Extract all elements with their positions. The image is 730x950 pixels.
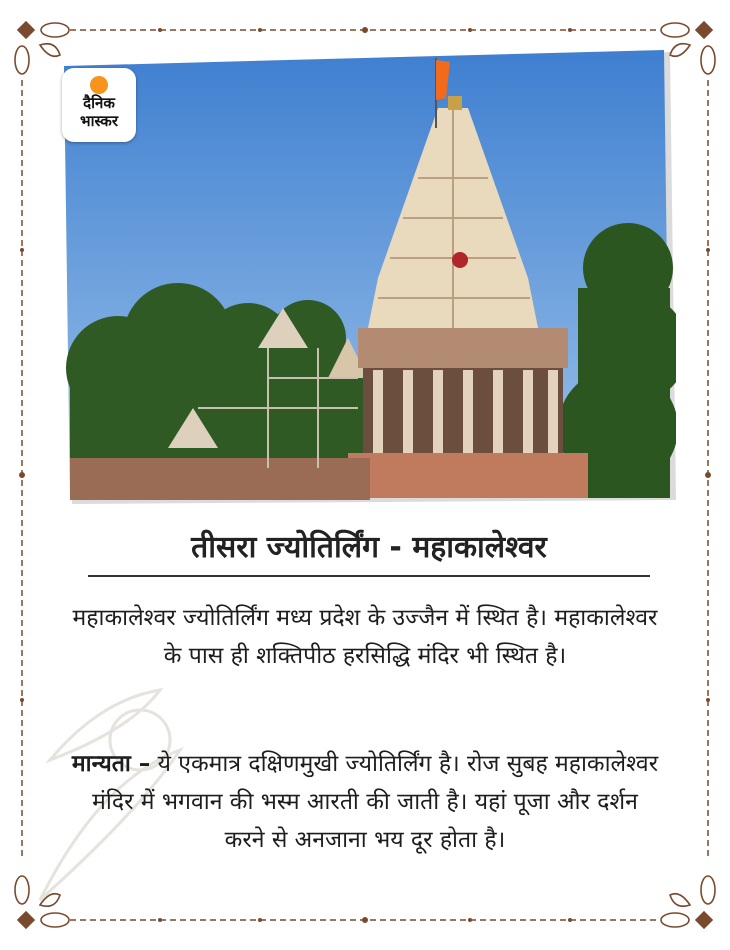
temple-photo <box>58 48 676 504</box>
title-underline <box>88 575 650 577</box>
dainik-bhaskar-logo <box>62 68 136 142</box>
belief-paragraph <box>70 745 660 859</box>
logo-line2: भास्कर <box>80 112 118 130</box>
logo-line1: दैनिक <box>83 94 115 112</box>
description-paragraph: महाकालेश्वर ज्योतिर्लिंग मध्य प्रदेश के उज्जैन में स्थित है। महाकालेश्वर के पास ही शक्तिपीठ हरसिद्धि मंदिर भी स्थित है। <box>72 605 658 669</box>
page-title: तीसरा ज्योतिर्लिंग - महाकालेश्वर <box>191 530 547 565</box>
belief-text: ये एकमात्र दक्षिणमुखी ज्योतिर्लिंग है। रोज सुबह महाकालेश्वर मंदिर में भगवान की भस्म आरती की जाती है। यहां पूजा और दर्शन करने से अनजाना भय दूर होता है। <box>92 751 659 853</box>
belief-label: मान्यता – <box>71 751 151 777</box>
sun-icon <box>90 76 108 94</box>
